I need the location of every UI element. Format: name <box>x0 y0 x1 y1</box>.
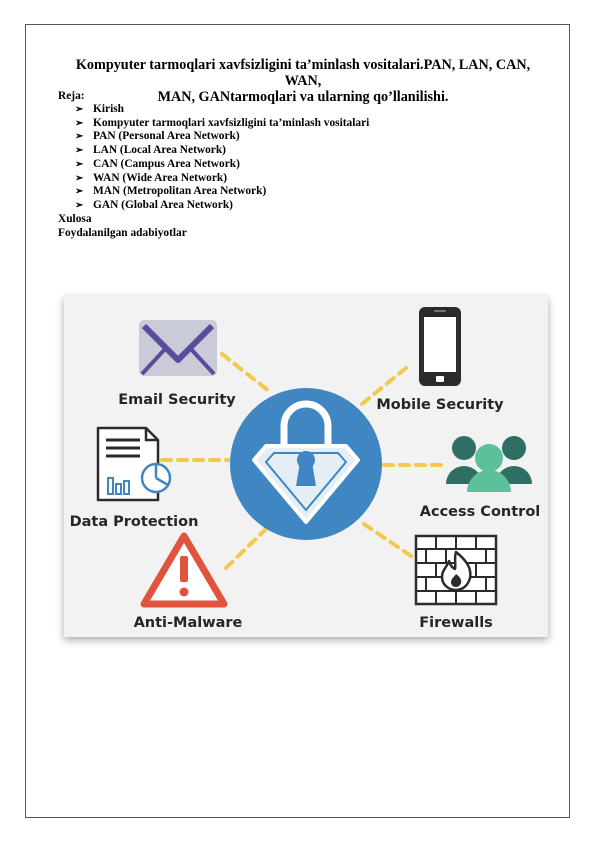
references-heading: Foydalanilgan adabiyotlar <box>58 227 187 239</box>
title-line-1: Kompyuter tarmoqlari xavfsizligini ta’minlash vositalari.PAN, LAN, CAN, WAN, <box>75 57 531 89</box>
firewalls-node <box>416 536 496 631</box>
center-lock-group <box>230 388 382 540</box>
list-item: ➢ LAN (Local Area Network) <box>75 144 226 157</box>
document-title <box>58 57 548 105</box>
security-diagram <box>64 296 548 637</box>
anti-malware-label: Anti-Malware <box>133 615 243 631</box>
list-item: ➢ MAN (Metropolitan Area Network) <box>75 185 267 198</box>
arrow-bullet-icon: ➢ <box>75 131 84 143</box>
firewalls-label: Firewalls <box>419 615 493 631</box>
data-protection-label: Data Protection <box>69 514 199 530</box>
firewall-icon <box>416 536 496 604</box>
mobile-security-label: Mobile Security <box>376 397 504 413</box>
connector-malware <box>226 528 267 568</box>
connector-firewalls <box>364 524 414 558</box>
list-item: ➢ Kirish <box>75 103 125 115</box>
mobile-security-node <box>376 307 504 413</box>
conclusion-heading: Xulosa <box>58 213 92 225</box>
list-item: ➢ CAN (Campus Area Network) <box>75 157 240 170</box>
anti-malware-node <box>134 536 243 631</box>
list-item: ➢ GAN (Global Area Network) <box>75 198 233 211</box>
security-diagram-svg <box>64 296 548 637</box>
plan-heading: Reja: <box>58 90 85 102</box>
smartphone-icon <box>419 307 461 386</box>
connector-email <box>222 354 270 392</box>
envelope-icon <box>139 320 217 376</box>
list-item: ➢ PAN (Personal Area Network) <box>75 130 240 143</box>
plan-list <box>75 103 369 213</box>
list-item: ➢ WAN (Wide Area Network) <box>75 171 228 184</box>
arrow-bullet-icon: ➢ <box>75 158 84 170</box>
access-control-node <box>420 436 541 520</box>
users-group-icon <box>446 436 532 492</box>
arrow-bullet-icon: ➢ <box>75 172 84 184</box>
arrow-bullet-icon: ➢ <box>75 145 84 157</box>
email-security-label: Email Security <box>118 392 236 408</box>
list-item: ➢ Kompyuter tarmoqlari xavfsizligini ta’minlash vositalari <box>75 116 370 129</box>
arrow-bullet-icon: ➢ <box>75 104 84 115</box>
warning-icon <box>144 536 224 604</box>
document-chart-icon <box>98 428 170 500</box>
access-control-label: Access Control <box>419 504 541 520</box>
email-security-node <box>118 320 236 408</box>
arrow-bullet-icon: ➢ <box>75 186 84 198</box>
arrow-bullet-icon: ➢ <box>75 199 84 211</box>
arrow-bullet-icon: ➢ <box>75 117 84 129</box>
data-protection-node <box>70 428 199 530</box>
title-line-2: MAN, GANtarmoqlari va ularning qo’llanilishi. <box>157 89 449 105</box>
